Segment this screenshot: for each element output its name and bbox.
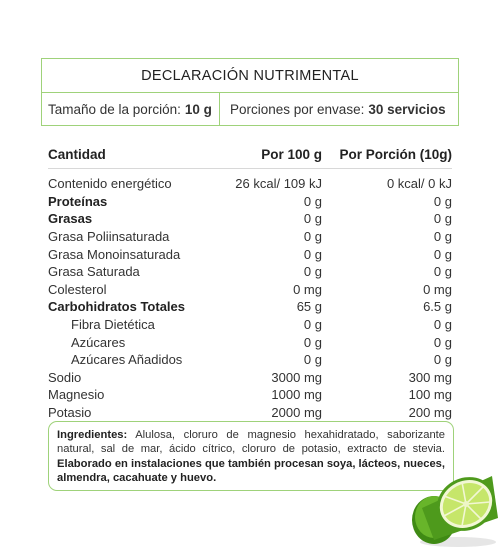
nutrient-name: Sodio bbox=[48, 369, 82, 385]
nutrient-name: Carbohidratos Totales bbox=[48, 299, 186, 315]
nutrient-name: Grasas bbox=[48, 211, 93, 227]
value-per-100g: 0 g bbox=[303, 334, 322, 350]
table-row bbox=[48, 369, 452, 387]
table-row bbox=[48, 316, 452, 334]
value-per-serving: 0 g bbox=[433, 229, 452, 245]
nutrient-name: Contenido energético bbox=[48, 176, 172, 192]
column-header-per-100g: Por 100 g bbox=[261, 146, 322, 162]
nutrient-name: Azúcares bbox=[71, 334, 126, 350]
nutrition-table bbox=[48, 144, 452, 421]
table-row bbox=[48, 263, 452, 281]
value-per-100g: 0 g bbox=[303, 246, 322, 262]
ingredients-label: Ingredientes: bbox=[57, 429, 128, 441]
value-per-serving: 0 g bbox=[433, 317, 452, 333]
table-row bbox=[48, 175, 452, 193]
serving-info-row bbox=[42, 93, 458, 125]
value-per-100g: 0 mg bbox=[293, 281, 322, 297]
table-row bbox=[48, 245, 452, 263]
nutrient-name: Proteínas bbox=[48, 193, 108, 209]
servings-per-container-value: 30 servicios bbox=[368, 101, 446, 117]
value-per-serving: 0 g bbox=[433, 264, 452, 280]
lime-slice-illustration bbox=[404, 462, 500, 548]
serving-size-value: 10 g bbox=[184, 101, 212, 117]
value-per-100g: 2000 mg bbox=[271, 405, 322, 421]
value-per-serving: 0 g bbox=[433, 193, 452, 209]
table-header-row bbox=[48, 144, 452, 164]
value-per-100g: 26 kcal/ 109 kJ bbox=[235, 176, 322, 192]
serving-size-label: Tamaño de la porción: bbox=[48, 101, 181, 117]
value-per-100g: 0 g bbox=[303, 229, 322, 245]
table-row bbox=[48, 333, 452, 351]
table-row bbox=[48, 281, 452, 299]
value-per-serving: 6.5 g bbox=[423, 299, 452, 315]
value-per-100g: 3000 mg bbox=[271, 369, 322, 385]
header-divider bbox=[48, 168, 452, 169]
column-header-per-serving: Por Porción (10g) bbox=[339, 146, 452, 162]
table-row bbox=[48, 404, 452, 422]
servings-per-container-cell bbox=[220, 93, 446, 125]
table-row bbox=[48, 351, 452, 369]
servings-per-container-label: Porciones por envase: bbox=[230, 101, 365, 117]
value-per-serving: 100 mg bbox=[408, 387, 452, 403]
nutrient-name: Colesterol bbox=[48, 281, 107, 297]
value-per-serving: 0 kcal/ 0 kJ bbox=[386, 176, 452, 192]
nutrient-name: Azúcares Añadidos bbox=[71, 352, 183, 368]
value-per-serving: 200 mg bbox=[408, 405, 452, 421]
table-row bbox=[48, 228, 452, 246]
declaration-title: DECLARACIÓN NUTRIMENTAL bbox=[42, 59, 458, 93]
table-row bbox=[48, 298, 452, 316]
value-per-100g: 0 g bbox=[303, 193, 322, 209]
value-per-serving: 0 g bbox=[433, 246, 452, 262]
value-per-serving: 0 g bbox=[433, 334, 452, 350]
value-per-100g: 65 g bbox=[296, 299, 322, 315]
table-row bbox=[48, 193, 452, 211]
table-row bbox=[48, 386, 452, 404]
column-header-quantity: Cantidad bbox=[48, 146, 106, 162]
ingredients-text: Alulosa, cloruro de magnesio hexahidratado, saborizante natural, sal de mar, ácido cítrico, cloruro de potasio, extracto de stevia. bbox=[57, 429, 445, 456]
value-per-100g: 0 g bbox=[303, 352, 322, 368]
allergen-statement: Elaborado en instalaciones que también procesan soya, lácteos, nueces, almendra, cacahuate y huevo. bbox=[57, 457, 445, 485]
table-row bbox=[48, 210, 452, 228]
nutrient-name: Grasa Poliinsaturada bbox=[48, 229, 170, 245]
value-per-100g: 0 g bbox=[303, 317, 322, 333]
nutrient-name: Magnesio bbox=[48, 387, 105, 403]
ingredients-box bbox=[48, 421, 454, 491]
nutrient-name: Potasio bbox=[48, 405, 92, 421]
value-per-100g: 0 g bbox=[303, 211, 322, 227]
value-per-serving: 0 g bbox=[433, 352, 452, 368]
value-per-serving: 0 g bbox=[433, 211, 452, 227]
serving-size-cell bbox=[42, 93, 220, 125]
value-per-100g: 0 g bbox=[303, 264, 322, 280]
nutrient-name: Grasa Saturada bbox=[48, 264, 140, 280]
value-per-serving: 300 mg bbox=[408, 369, 452, 385]
value-per-serving: 0 mg bbox=[423, 281, 452, 297]
value-per-100g: 1000 mg bbox=[271, 387, 322, 403]
nutrient-name: Grasa Monoinsaturada bbox=[48, 246, 181, 262]
nutrition-header bbox=[41, 58, 459, 126]
nutrient-name: Fibra Dietética bbox=[71, 317, 155, 333]
